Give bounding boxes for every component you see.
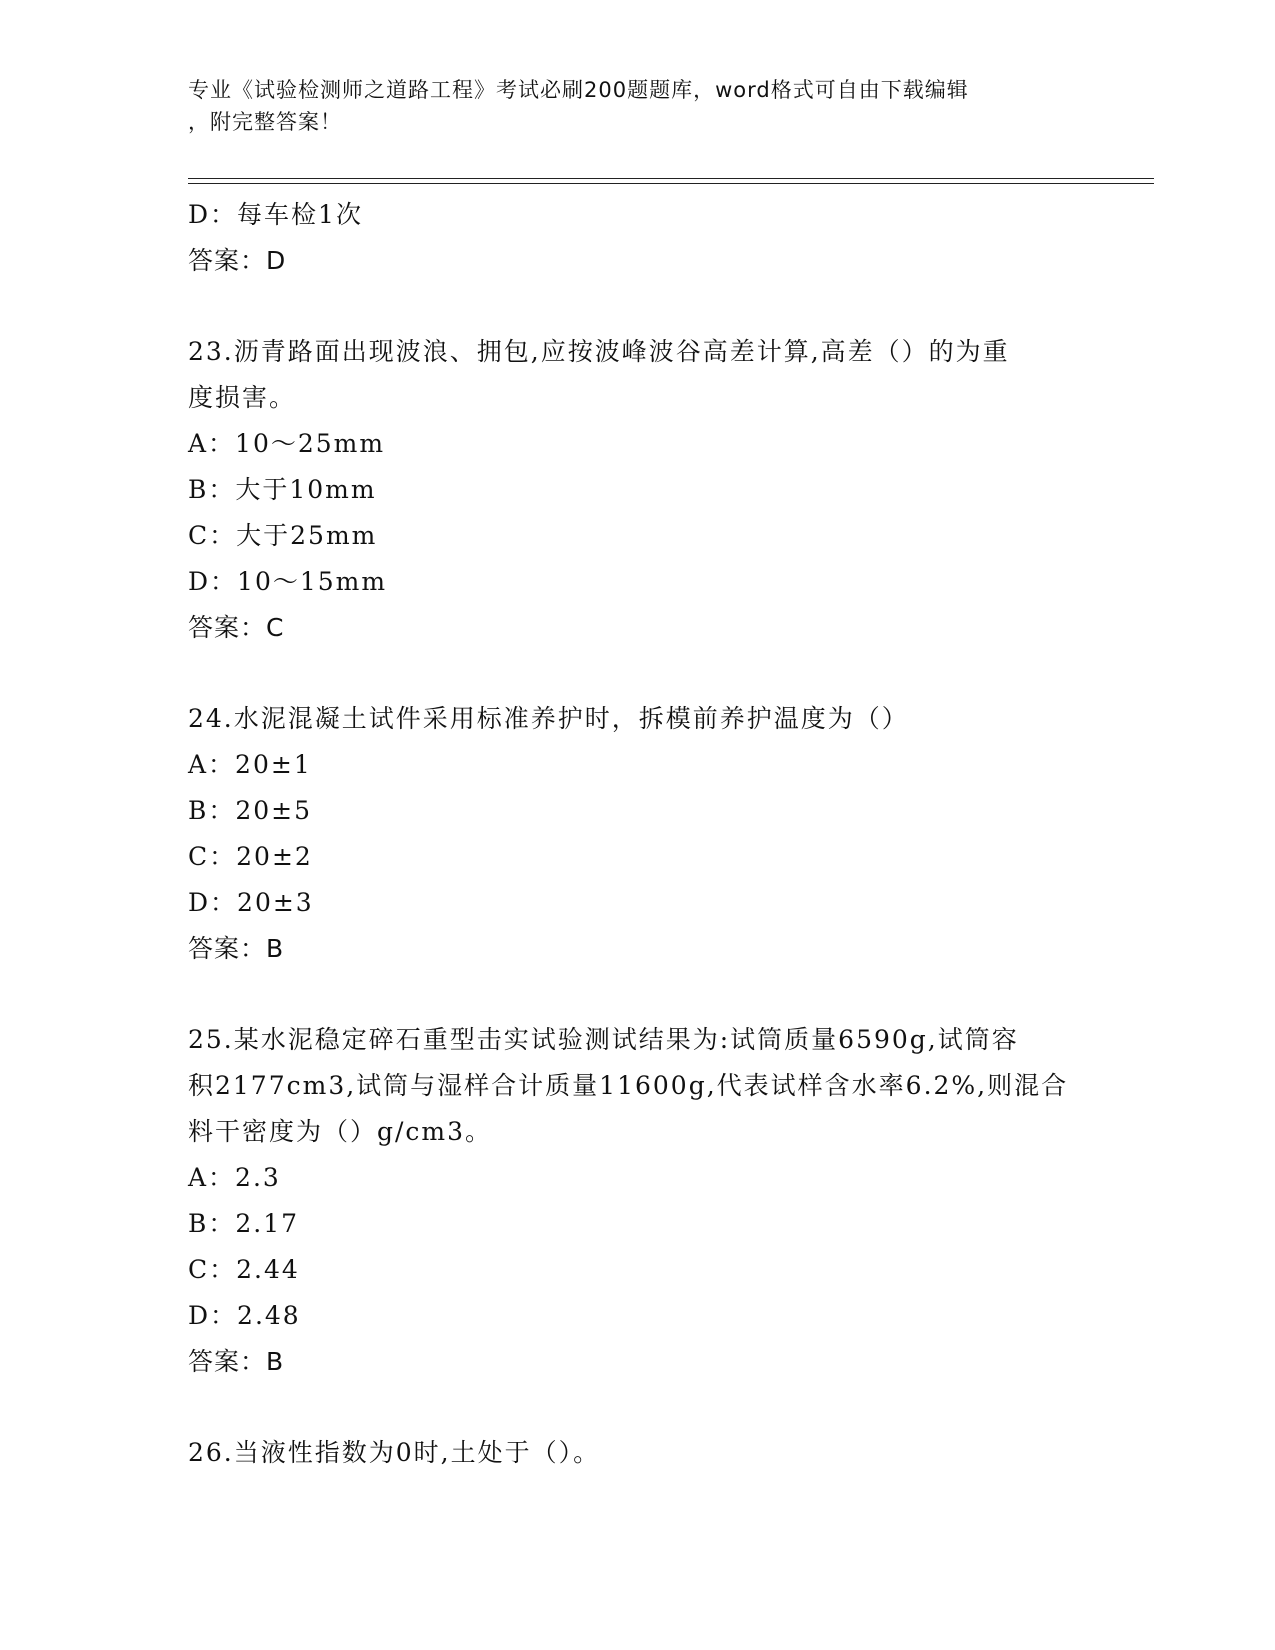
answer: 答案：B bbox=[188, 934, 285, 963]
spacer bbox=[188, 972, 1088, 1017]
option-c: C：20±2 bbox=[188, 842, 313, 871]
header-divider-top bbox=[188, 178, 1154, 179]
question-23 bbox=[188, 329, 1088, 651]
header-divider-bottom bbox=[188, 183, 1154, 184]
spacer bbox=[188, 1385, 1088, 1430]
option-d: D：2.48 bbox=[188, 1301, 301, 1330]
header-title-line-2: ，附完整答案！ bbox=[188, 110, 342, 134]
question-text: 23.沥青路面出现波浪、拥包,应按波峰波谷高差计算,高差（）的为重 bbox=[188, 337, 1010, 366]
option-b: B：大于10mm bbox=[188, 475, 377, 504]
answer: 答案：C bbox=[188, 613, 285, 642]
question-text: 25.某水泥稳定碎石重型击实试验测试结果为:试筒质量6590g,试筒容 bbox=[188, 1025, 1019, 1054]
question-text: 26.当液性指数为0时,土处于（）。 bbox=[188, 1438, 601, 1467]
question-text: 度损害。 bbox=[188, 383, 297, 412]
question-24 bbox=[188, 696, 1088, 972]
page-header bbox=[188, 74, 1088, 138]
option-a: A：20±1 bbox=[188, 750, 312, 779]
question-22-tail bbox=[188, 192, 1088, 284]
option-a: A：2.3 bbox=[188, 1163, 281, 1192]
option-b: B：2.17 bbox=[188, 1209, 300, 1238]
spacer bbox=[188, 284, 1088, 329]
answer: 答案：B bbox=[188, 1347, 285, 1376]
header-title-line-1: 专业《试验检测师之道路工程》考试必刷200题题库，word格式可自由下载编辑 bbox=[188, 78, 969, 102]
option-c: C：2.44 bbox=[188, 1255, 300, 1284]
option-d: D：每车检1次 bbox=[188, 200, 363, 229]
question-26 bbox=[188, 1430, 1088, 1476]
spacer bbox=[188, 651, 1088, 696]
option-a: A：10～25mm bbox=[188, 429, 386, 458]
option-d: D：20±3 bbox=[188, 888, 314, 917]
question-text: 24.水泥混凝土试件采用标准养护时，拆模前养护温度为（） bbox=[188, 704, 909, 733]
answer: 答案：D bbox=[188, 246, 287, 275]
question-text: 料干密度为（）g/cm3。 bbox=[188, 1117, 493, 1146]
option-b: B：20±5 bbox=[188, 796, 313, 825]
question-text: 积2177cm3,试筒与湿样合计质量11600g,代表试样含水率6.2%,则混合 bbox=[188, 1071, 1069, 1100]
question-list bbox=[188, 192, 1088, 1476]
option-c: C：大于25mm bbox=[188, 521, 378, 550]
option-d: D：10～15mm bbox=[188, 567, 388, 596]
question-25 bbox=[188, 1017, 1088, 1385]
